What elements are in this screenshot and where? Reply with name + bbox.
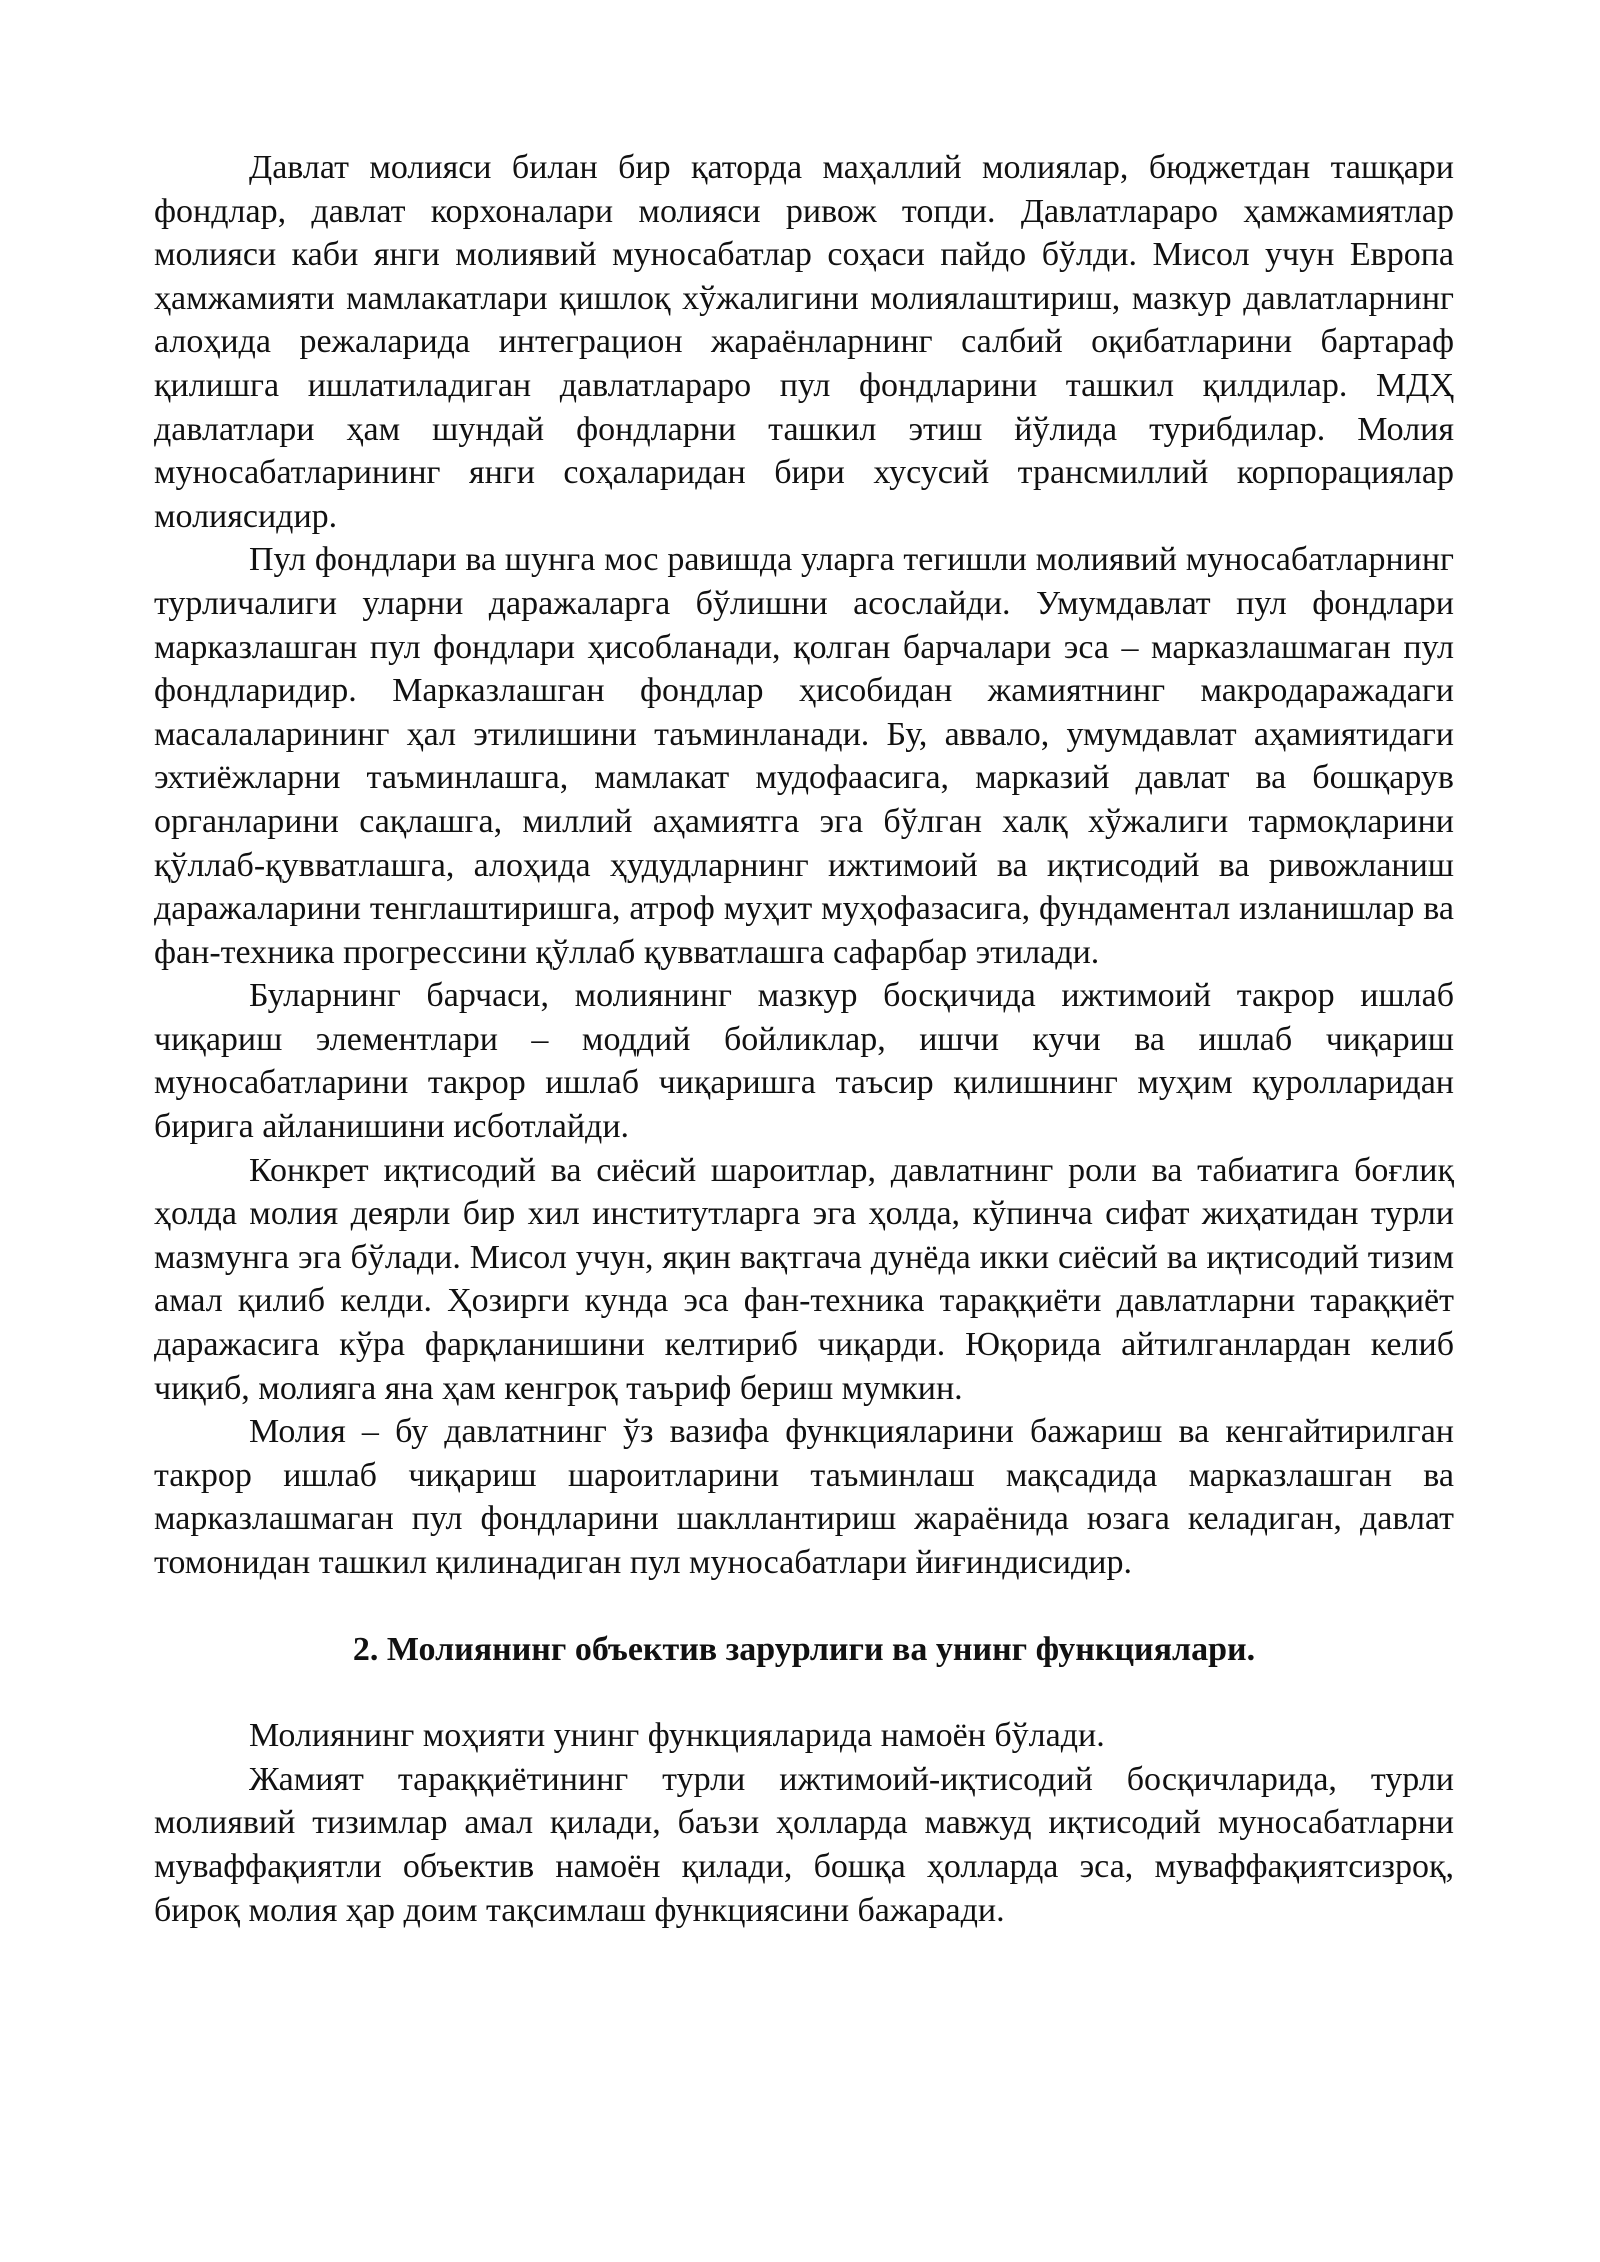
- paragraph-definition: Молия – бу давлатнинг ўз вазифа функцияларини бажариш ва кенгайтирилган такрор ишлаб чиқариш шароитларини таъминлаш мақсадида марказлашган ва марказлашмаган пул фондларини шакллантириш жараёнида юзага келадиган, давлат томонидан ташкил қилинадиган пул муносабатлари йиғиндисидир.: [154, 1413, 1454, 1581]
- section-heading: 2. Молиянинг объектив зарурлиги ва унинг функциялари.: [352, 1630, 1256, 1668]
- document-page: [154, 146, 1454, 1932]
- paragraph-money-funds: Пул фондлари ва шунга мос равишда уларга тегишли молиявий муносабатларнинг турличалиги уларни даражаларга бўлишни асослайди. Умумдавлат пул фондлари марказлашган пул фондлари ҳисобланади, қолган барчалари эса – марказлашмаган пул фондларидир. Марказлашган фондлар ҳисобидан жамиятнинг макродаражадаги масалаларининг ҳал этилишини таъминланади. Бу, аввало, умумдавлат аҳамиятидаги эхтиёжларни таъминлашга, мамлакат мудофаасига, марказий давлат ва бошқарув органларини сақлашга, миллий аҳамиятга эга бўлган халқ хўжалиги тармоқларини қўллаб-қувватлашга, алоҳида ҳудудларнинг ижтимоий ва иқтисодий ва ривожланиш даражаларини тенглаштиришга, атроф муҳит муҳофазасига, фундаментал изланишлар ва фан-техника прогрессини қўллаб қувватлашга сафарбар этилади.: [154, 541, 1454, 971]
- paragraph-conditions: Конкрет иқтисодий ва сиёсий шароитлар, давлатнинг роли ва табиатига боғлиқ ҳолда молия деярли бир хил институтларга эга ҳолда, кўпинча сифат жиҳатидан турли мазмунга эга бўлади. Мисол учун, яқин вақтгача дунёда икки сиёсий ва иқтисодий тизим амал қилиб келди. Ҳозирги кунда эса фан-техника тараққиёти давлатларни тараққиёт даражасига кўра фарқланишини келтириб чиқарди. Юқорида айтилганлардан келиб чиқиб, молияга яна ҳам кенгроқ таъриф бериш мумкин.: [154, 1151, 1454, 1407]
- paragraph-reproduction: Буларнинг барчаси, молиянинг мазкур босқичида ижтимоий такрор ишлаб чиқариш элементлари – моддий бойликлар, ишчи кучи ва ишлаб чиқариш муносабатларини такрор ишлаб чиқаришга таъсир қилишнинг муҳим қуролларидан бирига айланишини исботлайди.: [154, 977, 1454, 1146]
- paragraph-essence: Молиянинг моҳияти унинг функцияларида намоён бўлади.: [249, 1717, 1105, 1755]
- paragraph-financial-systems: Жамият тараққиётининг турли ижтимоий-иқтисодий босқичларида, турли молиявий тизимлар амал қилади, баъзи ҳолларда мавжуд иқтисодий муносабатларни муваффақиятли объектив намоён қилади, бошқа ҳолларда эса, муваффақиятсизроқ, бироқ молия ҳар доим тақсимлаш функциясини бажаради.: [154, 1760, 1454, 1929]
- paragraph-state-finance: Давлат молияси билан бир қаторда маҳаллий молиялар, бюджетдан ташқари фондлар, давлат корхоналари молияси ривож топди. Давлатлараро ҳамжамиятлар молияси каби янги молиявий муносабатлар соҳаси пайдо бўлди. Мисол учун Европа ҳамжамияти мамлакатлари қишлоқ хўжалигини молиялаштириш, мазкур давлатларнинг алоҳида режаларида интеграцион жараёнларнинг салбий оқибатларини бартараф қилишга ишлатиладиган давлатлараро пул фондларини ташкил қилдилар. МДҲ давлатлари ҳам шундай фондларни ташкил этиш йўлида турибдилар. Молия муносабатларининг янги соҳаларидан бири хусусий трансмиллий корпорациялар молиясидир.: [154, 149, 1454, 535]
